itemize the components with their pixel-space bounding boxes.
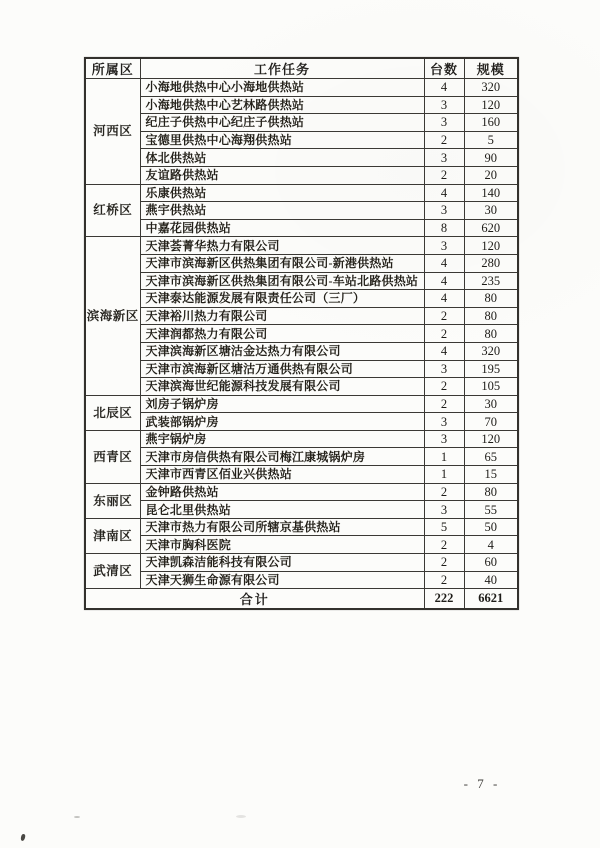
table-row (85, 79, 518, 97)
table-header-row (85, 58, 518, 79)
units-cell: 4 (424, 79, 464, 97)
task-cell: 天津市滨海新区供热集团有限公司-车站北路供热站 (140, 272, 424, 290)
scale-cell: 30 (464, 395, 518, 413)
header-task: 工作任务 (140, 58, 424, 79)
task-cell: 天津滨海新区塘沽金达热力有限公司 (140, 342, 424, 360)
units-cell: 2 (424, 378, 464, 396)
scale-cell: 70 (464, 413, 518, 431)
task-cell: 天津市滨海新区供热集团有限公司-新港供热站 (140, 254, 424, 272)
district-cell: 河西区 (85, 79, 140, 185)
table-row (85, 501, 518, 519)
header-units: 台数 (424, 58, 464, 79)
task-cell: 乐康供热站 (140, 184, 424, 202)
task-cell: 天津裕川热力有限公司 (140, 307, 424, 325)
units-cell: 4 (424, 342, 464, 360)
scale-cell: 20 (464, 166, 518, 184)
units-cell: 2 (424, 554, 464, 572)
task-cell: 燕宇供热站 (140, 202, 424, 220)
units-cell: 3 (424, 430, 464, 448)
units-cell: 2 (424, 166, 464, 184)
scale-cell: 30 (464, 202, 518, 220)
task-cell: 燕宇锅炉房 (140, 430, 424, 448)
table-row (85, 272, 518, 290)
scale-cell: 90 (464, 149, 518, 167)
scale-cell: 140 (464, 184, 518, 202)
table-row (85, 571, 518, 589)
scale-cell: 80 (464, 307, 518, 325)
task-cell: 刘房子锅炉房 (140, 395, 424, 413)
task-cell: 天津市滨海新区塘沽万通供热有限公司 (140, 360, 424, 378)
units-cell: 3 (424, 114, 464, 132)
total-row (85, 589, 518, 610)
units-cell: 3 (424, 149, 464, 167)
units-cell: 4 (424, 254, 464, 272)
task-cell: 纪庄子供热中心纪庄子供热站 (140, 114, 424, 132)
units-cell: 3 (424, 237, 464, 255)
task-cell: 天津泰达能源发展有限责任公司（三厂） (140, 290, 424, 308)
table-row (85, 290, 518, 308)
ink-speck (74, 816, 80, 818)
task-cell: 中嘉花园供热站 (140, 219, 424, 237)
units-cell: 2 (424, 325, 464, 343)
scale-cell: 80 (464, 290, 518, 308)
table-row (85, 237, 518, 255)
scale-cell: 620 (464, 219, 518, 237)
task-cell: 小海地供热中心小海地供热站 (140, 79, 424, 97)
task-cell: 天津市房信供热有限公司梅江康城锅炉房 (140, 448, 424, 466)
table-row (85, 483, 518, 501)
table-row (85, 184, 518, 202)
units-cell: 2 (424, 307, 464, 325)
task-cell: 天津润都热力有限公司 (140, 325, 424, 343)
scale-cell: 15 (464, 466, 518, 484)
scale-cell: 65 (464, 448, 518, 466)
scan-smudge (236, 815, 246, 818)
task-cell: 武装部锅炉房 (140, 413, 424, 431)
table-row (85, 202, 518, 220)
units-cell: 3 (424, 202, 464, 220)
table-row (85, 307, 518, 325)
page-number: - 7 - (463, 776, 501, 791)
task-cell: 友谊路供热站 (140, 166, 424, 184)
task-cell: 金钟路供热站 (140, 483, 424, 501)
units-cell: 4 (424, 290, 464, 308)
task-cell: 天津市热力有限公司所辖京基供热站 (140, 518, 424, 536)
table-body (85, 79, 518, 589)
scale-cell: 80 (464, 325, 518, 343)
units-cell: 4 (424, 184, 464, 202)
units-cell: 3 (424, 413, 464, 431)
table-row (85, 395, 518, 413)
total-scale-cell: 6621 (464, 589, 518, 610)
district-cell: 东丽区 (85, 483, 140, 518)
task-cell: 天津市胸科医院 (140, 536, 424, 554)
scale-cell: 40 (464, 571, 518, 589)
table-row (85, 413, 518, 431)
scale-cell: 120 (464, 96, 518, 114)
task-cell: 宝德里供热中心海翔供热站 (140, 131, 424, 149)
task-cell: 天津荟菁华热力有限公司 (140, 237, 424, 255)
task-cell: 天津天狮生命源有限公司 (140, 571, 424, 589)
task-cell: 天津市西青区佰业兴供热站 (140, 466, 424, 484)
scale-cell: 60 (464, 554, 518, 572)
district-cell: 津南区 (85, 518, 140, 553)
table-row (85, 554, 518, 572)
table-row (85, 518, 518, 536)
scale-cell: 280 (464, 254, 518, 272)
scale-cell: 195 (464, 360, 518, 378)
units-cell: 2 (424, 131, 464, 149)
units-cell: 5 (424, 518, 464, 536)
scale-cell: 5 (464, 131, 518, 149)
table-row (85, 466, 518, 484)
table-row (85, 254, 518, 272)
units-cell: 3 (424, 360, 464, 378)
district-cell: 西青区 (85, 430, 140, 483)
district-cell: 武清区 (85, 554, 140, 589)
units-cell: 1 (424, 466, 464, 484)
table-row (85, 536, 518, 554)
units-cell: 3 (424, 96, 464, 114)
scale-cell: 120 (464, 430, 518, 448)
scale-cell: 105 (464, 378, 518, 396)
table-row (85, 325, 518, 343)
task-cell: 天津凯森洁能科技有限公司 (140, 554, 424, 572)
units-cell: 1 (424, 448, 464, 466)
units-cell: 2 (424, 483, 464, 501)
scale-cell: 120 (464, 237, 518, 255)
table-row (85, 166, 518, 184)
table-row (85, 378, 518, 396)
header-scale: 规模 (464, 58, 518, 79)
task-cell: 体北供热站 (140, 149, 424, 167)
table-row (85, 360, 518, 378)
units-cell: 3 (424, 501, 464, 519)
task-cell: 昆仑北里供热站 (140, 501, 424, 519)
scale-cell: 320 (464, 342, 518, 360)
ink-speck (20, 834, 25, 842)
units-cell: 4 (424, 272, 464, 290)
table-row (85, 149, 518, 167)
heating-stations-table (84, 57, 519, 610)
scale-cell: 80 (464, 483, 518, 501)
table-row (85, 96, 518, 114)
units-cell: 2 (424, 571, 464, 589)
task-cell: 天津滨海世纪能源科技发展有限公司 (140, 378, 424, 396)
table-row (85, 448, 518, 466)
district-cell: 滨海新区 (85, 237, 140, 395)
total-units-cell: 222 (424, 589, 464, 610)
task-cell: 小海地供热中心艺林路供热站 (140, 96, 424, 114)
total-label-cell: 合计 (85, 589, 424, 610)
scale-cell: 160 (464, 114, 518, 132)
scale-cell: 320 (464, 79, 518, 97)
scale-cell: 4 (464, 536, 518, 554)
district-cell: 北辰区 (85, 395, 140, 430)
table-row (85, 342, 518, 360)
units-cell: 2 (424, 536, 464, 554)
units-cell: 2 (424, 395, 464, 413)
table-row (85, 430, 518, 448)
table-row (85, 219, 518, 237)
table-row (85, 114, 518, 132)
units-cell: 8 (424, 219, 464, 237)
scale-cell: 55 (464, 501, 518, 519)
scale-cell: 50 (464, 518, 518, 536)
table-row (85, 131, 518, 149)
scale-cell: 235 (464, 272, 518, 290)
header-district: 所属区 (85, 58, 140, 79)
district-cell: 红桥区 (85, 184, 140, 237)
